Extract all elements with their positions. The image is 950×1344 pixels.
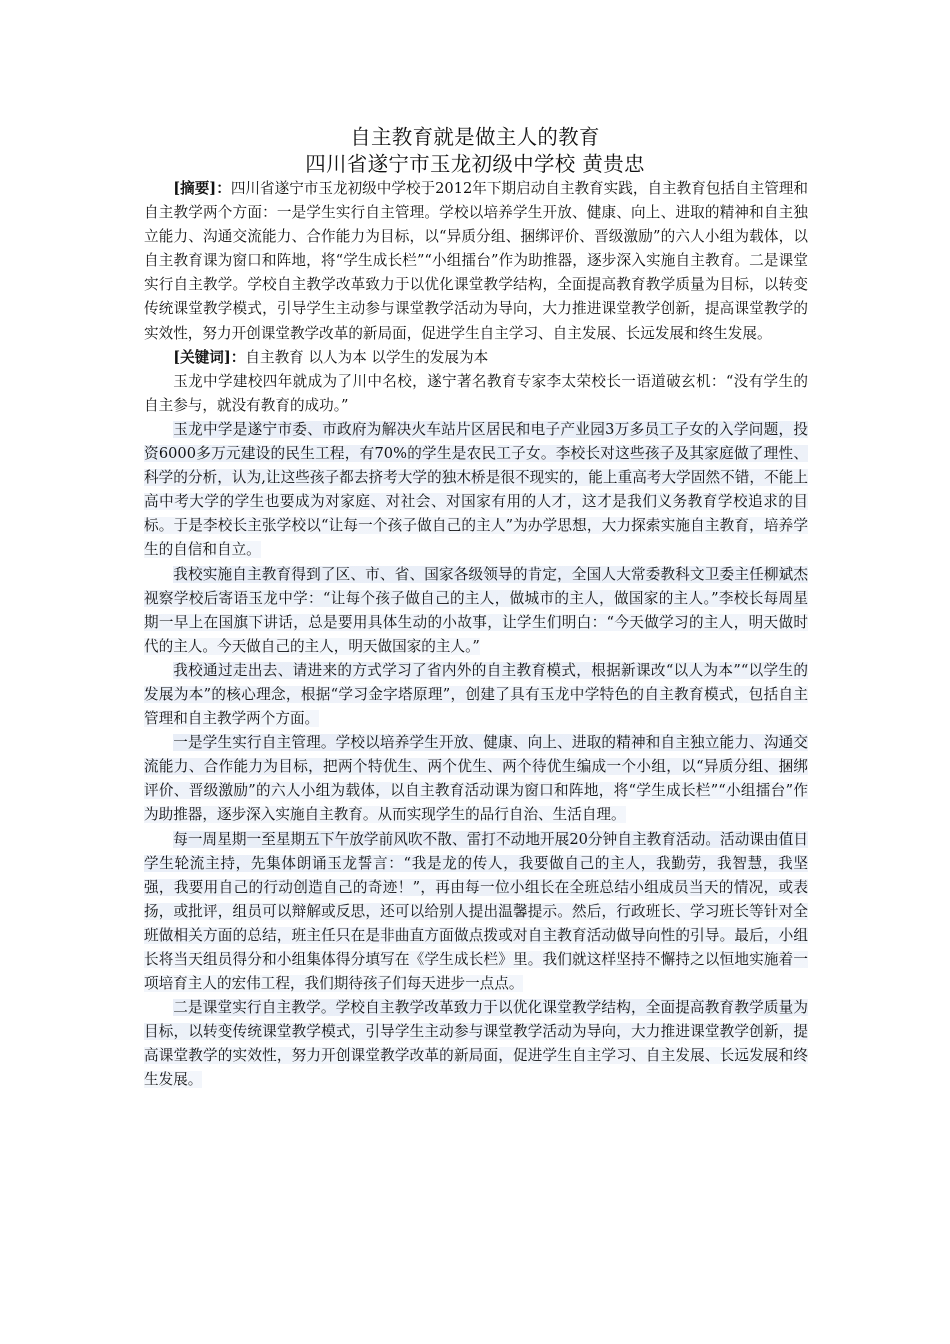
- body-paragraph-text: 我校通过走出去、请进来的方式学习了省内外的自主教育模式，根据新课改“以人为本”“以学生的发展为本”的核心理念，根据“学习金字塔原理”，创建了具有玉龙中学特色的自主教育模式，包括自主管理和自主教学两个方面。: [144, 661, 808, 728]
- document-body: [144, 177, 808, 1093]
- document-title: 自主教育就是做主人的教育: [350, 125, 600, 149]
- body-paragraph: 玉龙中学建校四年就成为了川中名校，遂宁著名教育专家李太荣校长一语道破玄机：“没有学生的自主参与，就没有教育的成功。”: [144, 372, 808, 414]
- title-block: [0, 124, 950, 178]
- abstract-text: 四川省遂宁市玉龙初级中学校于2012年下期启动自主教育实践，自主教育包括自主管理和自主教学两个方面：一是学生实行自主管理。学校以培养学生开放、健康、向上、进取的精神和自主独立能力、沟通交流能力、合作能力为目标，以“异质分组、捆绑评价、晋级激励”的六人小组为载体，以自主教育课为窗口和阵地，将“学生成长栏”“小组擂台”作为助推器，逐步深入实施自主教育。二是课堂实行自主教学。学校自主教学改革致力于以优化课堂教学结构，全面提高教育教学质量为目标，以转变传统课堂教学模式，引导学生主动参与课堂教学活动为导向，大力推进课堂教学创新，提高课堂教学的实效性，努力开创课堂教学改革的新局面，促进学生自主学习、自主发展、长远发展和终生发展。: [144, 180, 808, 342]
- abstract-colon: ：: [216, 180, 231, 197]
- keywords-paragraph: [144, 346, 808, 370]
- body-paragraph: [144, 731, 808, 827]
- body-paragraph-text: 二是课堂实行自主教学。学校自主教学改革致力于以优化课堂教学结构，全面提高教育教学质量为目标，以转变传统课堂教学模式，引导学生主动参与课堂教学活动为导向，大力推进课堂教学创新，提高课堂教学的实效性，努力开创课堂教学改革的新局面，促进学生自主学习、自主发展、长远发展和终生发展。: [144, 999, 808, 1089]
- author-byline: 四川省遂宁市玉龙初级中学校 黄贵忠: [305, 152, 645, 176]
- body-paragraph: [144, 563, 808, 659]
- keywords-label: [关键词]: [173, 348, 231, 366]
- body-paragraph-text: 我校实施自主教育得到了区、市、省、国家各级领导的肯定，全国人大常委教科文卫委主任柳斌杰视察学校后寄语玉龙中学：“让每个孩子做自己的主人，做城市的主人，做国家的主人。”李校长每周星期一早上在国旗下讲话，总是要用具体生动的小故事，让学生们明白：“今天做学习的主人，明天做时代的主人。今天做自己的主人，明天做国家的主人。”: [144, 565, 808, 655]
- abstract-label: [摘要]: [173, 180, 217, 197]
- body-paragraph-text: 一是学生实行自主管理。学校以培养学生开放、健康、向上、进取的精神和自主独立能力、沟通交流能力、合作能力为目标，把两个特优生、两个优生、两个待优生编成一个小组，以“异质分组、捆绑评价、晋级激励”的六人小组为载体，以自主教育活动课为窗口和阵地，将“学生成长栏”“小组擂台”作为助推器，逐步深入实施自主教育。从而实现学生的品行自治、生活自理。: [144, 734, 808, 824]
- keywords-colon: ：: [230, 348, 246, 366]
- body-paragraph-text: 玉龙中学是遂宁市委、市政府为解决火车站片区居民和电子产业园3万多员工子女的入学问题，投资6000多万元建设的民生工程，有70%的学生是农民工子女。李校长对这些孩子及其家庭做了理性、科学的分析，认为,让这些孩子都去挤考大学的独木桥是很不现实的，能上重高考大学固然不错，不能上高中考大学的学生也要成为对家庭、对社会、对国家有用的人才，这才是我们义务教育学校追求的目标。于是李校长主张学校以“让每一个孩子做自己的主人”为办学思想，大力探索实施自主教育，培养学生的自信和自立。: [144, 420, 808, 559]
- abstract-paragraph: [144, 177, 808, 346]
- body-paragraph: [144, 659, 808, 731]
- body-paragraph: [144, 996, 808, 1092]
- body-paragraph: [144, 828, 808, 997]
- keywords-text: 自主教育 以人为本 以学生的发展为本: [245, 348, 489, 366]
- body-paragraph-text: 每一周星期一至星期五下午放学前风吹不散、雷打不动地开展20分钟自主教育活动。活动课由值日学生轮流主持，先集体朗诵玉龙誓言：“我是龙的传人，我要做自己的主人，我勤劳，我智慧，我坚强，我要用自己的行动创造自己的奇迹！”，再由每一位小组长在全班总结小组成员当天的情况，或表扬，或批评，组员可以辩解或反思，还可以给别人提出温馨提示。然后，行政班长、学习班长等针对全班做相关方面的总结，班主任只在是非曲直方面做点拨或对自主教育活动做导向性的引导。最后，小组长将当天组员得分和小组集体得分填写在《学生成长栏》里。我们就这样坚持不懈持之以恒地实施着一项培育主人的宏伟工程，我们期待孩子们每天进步一点点。: [144, 830, 808, 993]
- body-paragraph: [144, 418, 808, 563]
